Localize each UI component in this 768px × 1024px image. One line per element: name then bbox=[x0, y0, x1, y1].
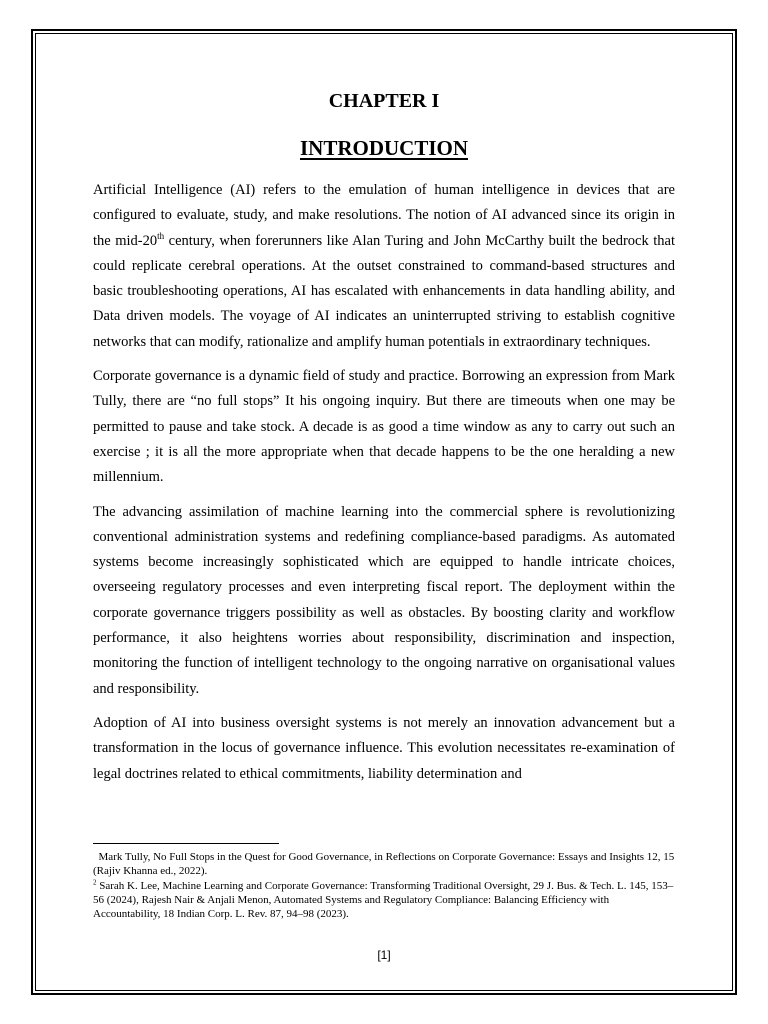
chapter-title bbox=[0, 135, 768, 161]
chapter-heading: CHAPTER I bbox=[328, 90, 440, 112]
paragraph-4: Adoption of AI into business oversight systems is not merely an innovation advancement but a transformation in the locus of governance influence. This evolution necessitates re-examination of legal doctrines related to ethical commitments, liability determination and bbox=[93, 714, 675, 782]
chapter-title-text: INTRODUCTION bbox=[299, 136, 469, 160]
body-text bbox=[93, 178, 675, 796]
footnote-2 bbox=[93, 879, 675, 922]
paragraph-2: Corporate governance is a dynamic field of study and practice. Borrowing an expression from Mark Tully, there are “no full stops” It his ongoing inquiry. But there are timeouts when one may be permitted to pause and take stock. A decade is as good a time window as any to carry out such an exercise ; it is all the more appropriate when that decade happens to be the one heralding a new millennium. bbox=[93, 368, 675, 486]
paragraph-1-part-a: Artificial Intelligence (AI) refers to the emulation of human intelligence in devices that are configured to evaluate, study, and make resolutions. The notion of AI advanced since its origin in the mid-20 bbox=[93, 182, 675, 249]
footnote-2-marker: 2 bbox=[93, 877, 97, 886]
footnote-separator bbox=[93, 843, 279, 844]
footnotes bbox=[93, 850, 675, 921]
footnote-2-text: Sarah K. Lee, Machine Learning and Corporate Governance: Transforming Traditional Oversight, 29 J. Bus. & Tech. L. 145, 153–56 (2024), Rajesh Nair & Anjali Menon, Automated Systems and Regulatory Compliance: Balancing Efficiency with Accountability, 18 Indian Corp. L. Rev. 87, 94–98 (2023). bbox=[93, 879, 674, 921]
page-number: [1] bbox=[377, 948, 391, 962]
footnote-1-text: Mark Tully, No Full Stops in the Quest for Good Governance, in Reflections on Corporate Governance: Essays and Insights 12, 15 (Rajiv Khanna ed., 2022). bbox=[93, 851, 675, 878]
footnote-1 bbox=[93, 850, 675, 879]
paragraph-3: The advancing assimilation of machine learning into the commercial sphere is revolutionizing conventional administration systems and redefining compliance-based paradigms. As automated systems become increasingly sophisticated which are equipped to handle intricate choices, overseeing regulatory processes and even interpreting fiscal report. The deployment within the corporate governance triggers possibility as well as obstacles. By boosting clarity and workflow performance, it also heightens worries about responsibility, discrimination and inspection, monitoring the function of intelligent technology to the ongoing narrative on organisational values and responsibility. bbox=[93, 503, 675, 697]
superscript-th: th bbox=[157, 230, 165, 241]
paragraph-1-part-b: century, when forerunners like Alan Turing and John McCarthy built the bedrock that could replicate cerebral operations. At the outset constrained to command-based structures and basic troubleshooting operations, AI has escalated with enhancements in data handling ability, and Data driven models. The voyage of AI indicates an uninterrupted striving to establish cognitive networks that can modify, rationalize and amplify human potentials in extraordinary techniques. bbox=[93, 232, 675, 350]
paragraph-1 bbox=[93, 178, 675, 355]
